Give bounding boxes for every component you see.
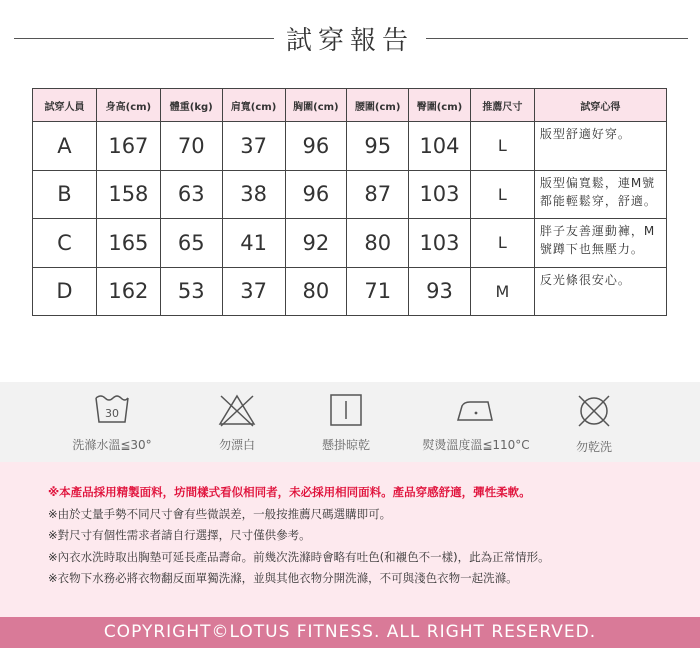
note-item: ※對尺寸有個性需求者請自行選擇，尺寸僅供參考。 [48,528,311,542]
care-label-hang: 懸掛晾乾 [321,438,370,452]
cell-hip: 104 [409,122,471,171]
copyright-text: COPYRIGHT©LOTUS FITNESS. ALL RIGHT RESERVED. [103,622,597,642]
cell-chest: 96 [285,122,347,171]
cell-weight: 53 [160,267,222,316]
care-label-iron: 熨燙溫度溫≦110°C [422,438,530,452]
header-shoulder: 肩寬(cm) [222,89,285,122]
table-row [33,267,667,316]
wash-30-icon [93,392,131,428]
cell-note: 胖子友善運動褲，M號蹲下也無壓力。 [534,219,666,268]
cell-waist: 87 [347,170,409,219]
header-weight: 體重(kg) [160,89,222,122]
copyright-footer [0,617,700,648]
cell-shoulder: 37 [222,122,285,171]
cell-waist: 71 [347,267,409,316]
care-instructions [0,382,700,462]
cell-hip: 103 [409,219,471,268]
note-item: ※衣物下水務必將衣物翻反面單獨洗滌，並與其他衣物分開洗滌，不可與淺色衣物一起洗滌。 [48,571,518,585]
cell-waist: 80 [347,219,409,268]
header-waist: 腰圍(cm) [347,89,409,122]
care-item-dryclean [539,392,649,455]
care-item-wash [57,392,167,453]
cell-weight: 63 [160,170,222,219]
svg-text:30: 30 [105,407,119,420]
care-item-hang [291,392,401,453]
table-row [33,122,667,171]
cell-height: 167 [96,122,160,171]
notes-section [0,462,700,617]
no-tumble-dry-icon [575,392,613,430]
cell-shoulder: 41 [222,219,285,268]
title-bar [0,18,700,58]
cell-waist: 95 [347,122,409,171]
cell-person: C [33,219,97,268]
cell-weight: 70 [160,122,222,171]
table-row [33,170,667,219]
page-title: 試穿報告 [285,26,414,56]
care-label-bleach: 勿漂白 [218,438,255,452]
header-chest: 胸圍(cm) [285,89,347,122]
header-height: 身高(cm) [96,89,160,122]
care-label-wash: 洗滌水溫≦30° [72,438,152,452]
cell-chest: 92 [285,219,347,268]
cell-size: L [470,122,534,171]
notes-list [48,482,550,590]
table-row [33,219,667,268]
cell-size: M [470,267,534,316]
note-item-highlight: ※本產品採用精製面料，坊間樣式看似相同者，未必採用相同面料。產品穿感舒適，彈性柔軟。 [48,485,531,499]
cell-note: 反光條很安心。 [534,267,666,316]
note-item: ※由於丈量手勢不同尺寸會有些微誤差，一般按推薦尺碼選購即可。 [48,506,392,521]
header-person: 試穿人員 [33,89,97,122]
header-note: 試穿心得 [534,89,666,122]
cell-shoulder: 37 [222,267,285,316]
no-bleach-icon [217,392,257,428]
cell-note: 版型偏寬鬆，連M號都能輕鬆穿，舒適。 [534,170,666,219]
care-item-bleach [182,392,292,453]
cell-chest: 96 [285,170,347,219]
cell-hip: 103 [409,170,471,219]
fitting-report-table [32,88,667,316]
care-item-iron [421,392,531,453]
cell-note: 版型舒適好穿。 [534,122,666,171]
title-divider-right [426,38,688,39]
cell-size: L [470,170,534,219]
iron-low-icon [454,392,498,428]
note-item: ※內衣水洗時取出胸墊可延長產品壽命。前幾次洗滌時會略有吐色(和襯色不一樣)，此為正常情形。 [48,549,550,564]
cell-person: A [33,122,97,171]
cell-chest: 80 [285,267,347,316]
cell-shoulder: 38 [222,170,285,219]
cell-weight: 65 [160,219,222,268]
hang-dry-icon [328,392,364,428]
cell-size: L [470,219,534,268]
cell-height: 165 [96,219,160,268]
cell-height: 158 [96,170,160,219]
title-divider-left [14,38,274,39]
cell-person: D [33,267,97,316]
table-header-row [33,89,667,122]
cell-person: B [33,170,97,219]
header-size: 推薦尺寸 [470,89,534,122]
cell-height: 162 [96,267,160,316]
header-hip: 臀圍(cm) [409,89,471,122]
care-label-dryclean: 勿乾洗 [575,440,612,454]
cell-hip: 93 [409,267,471,316]
